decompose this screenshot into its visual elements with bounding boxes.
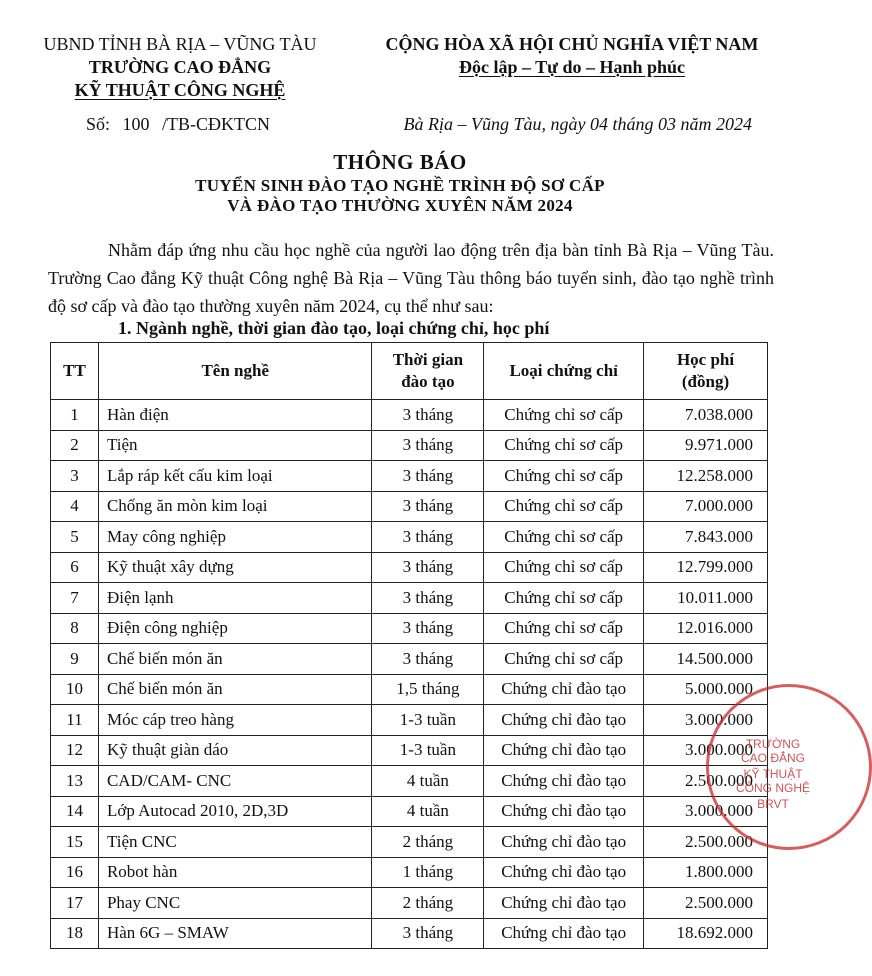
table-header-row bbox=[51, 343, 768, 400]
table-row bbox=[51, 705, 768, 736]
table-row bbox=[51, 491, 768, 522]
cell-fee: 10.011.000 bbox=[644, 583, 768, 614]
cell-fee: 12.258.000 bbox=[644, 461, 768, 492]
cell-name: Điện công nghiệp bbox=[98, 613, 372, 644]
cell-fee: 2.500.000 bbox=[644, 827, 768, 858]
cell-cert: Chứng chỉ sơ cấp bbox=[484, 644, 644, 675]
ref-code: /TB-CĐKTCN bbox=[162, 114, 271, 134]
cell-cert: Chứng chỉ sơ cấp bbox=[484, 461, 644, 492]
cell-duration: 3 tháng bbox=[372, 522, 484, 553]
cell-name: Chống ăn mòn kim loại bbox=[98, 491, 372, 522]
cell-duration: 3 tháng bbox=[372, 491, 484, 522]
cell-fee: 5.000.000 bbox=[644, 674, 768, 705]
cell-fee: 14.500.000 bbox=[644, 644, 768, 675]
table-row bbox=[51, 735, 768, 766]
cell-cert: Chứng chỉ đào tạo bbox=[484, 705, 644, 736]
ref-label: Số: bbox=[86, 114, 111, 134]
stamp-text-3: KỸ THUẬT bbox=[743, 767, 803, 781]
cell-tt: 8 bbox=[51, 613, 99, 644]
table-row bbox=[51, 857, 768, 888]
cell-cert: Chứng chỉ đào tạo bbox=[484, 827, 644, 858]
cell-name: Phay CNC bbox=[98, 888, 372, 919]
cell-name: Lớp Autocad 2010, 2D,3D bbox=[98, 796, 372, 827]
cell-tt: 3 bbox=[51, 461, 99, 492]
table-row bbox=[51, 522, 768, 553]
cell-fee: 7.843.000 bbox=[644, 522, 768, 553]
cell-tt: 12 bbox=[51, 735, 99, 766]
cell-fee: 3.000.000 bbox=[644, 796, 768, 827]
cell-name: Robot hàn bbox=[98, 857, 372, 888]
cell-tt: 2 bbox=[51, 430, 99, 461]
cell-cert: Chứng chỉ sơ cấp bbox=[484, 491, 644, 522]
issuer-header bbox=[30, 33, 330, 102]
cell-cert: Chứng chỉ sơ cấp bbox=[484, 522, 644, 553]
cell-fee: 18.692.000 bbox=[644, 918, 768, 949]
table-row bbox=[51, 583, 768, 614]
cell-name: CAD/CAM- CNC bbox=[98, 766, 372, 797]
header-fee-line2: (đồng) bbox=[681, 372, 730, 391]
cell-name: Chế biến món ăn bbox=[98, 644, 372, 675]
title-sub-2: VÀ ĐÀO TẠO THƯỜNG XUYÊN NĂM 2024 bbox=[227, 196, 573, 215]
header-cert: Loại chứng chỉ bbox=[484, 343, 644, 400]
issuer-province: UBND TỈNH BÀ RỊA – VŨNG TÀU bbox=[43, 34, 317, 54]
header-duration bbox=[372, 343, 484, 400]
cell-cert: Chứng chỉ đào tạo bbox=[484, 735, 644, 766]
cell-tt: 1 bbox=[51, 400, 99, 431]
cell-duration: 3 tháng bbox=[372, 552, 484, 583]
cell-fee: 2.500.000 bbox=[644, 888, 768, 919]
table-row bbox=[51, 552, 768, 583]
cell-fee: 1.800.000 bbox=[644, 857, 768, 888]
header-duration-line2: đào tạo bbox=[401, 372, 455, 391]
cell-name: Tiện CNC bbox=[98, 827, 372, 858]
issuer-school-line2: KỸ THUẬT CÔNG NGHỆ bbox=[74, 80, 286, 100]
courses-table bbox=[50, 342, 768, 949]
cell-name: Hàn 6G – SMAW bbox=[98, 918, 372, 949]
intro-paragraph: Nhằm đáp ứng nhu cầu học nghề của người lao động trên địa bàn tỉnh Bà Rịa – Vũng Tàu. Trường Cao đẳng Kỹ thuật Công nghệ Bà Rịa – Vũng Tàu thông báo tuyển sinh, đào tạo nghề trình độ sơ cấp và đào tạo thường xuyên năm 2024, cụ thể như sau: bbox=[48, 240, 774, 316]
cell-name: May công nghiệp bbox=[98, 522, 372, 553]
table-row bbox=[51, 674, 768, 705]
cell-tt: 9 bbox=[51, 644, 99, 675]
cell-name: Điện lạnh bbox=[98, 583, 372, 614]
table-row bbox=[51, 888, 768, 919]
cell-cert: Chứng chỉ sơ cấp bbox=[484, 613, 644, 644]
cell-duration: 3 tháng bbox=[372, 644, 484, 675]
header-fee-line1: Học phí bbox=[676, 350, 735, 369]
cell-cert: Chứng chỉ đào tạo bbox=[484, 918, 644, 949]
cell-cert: Chứng chỉ sơ cấp bbox=[484, 430, 644, 461]
cell-duration: 2 tháng bbox=[372, 827, 484, 858]
cell-duration: 2 tháng bbox=[372, 888, 484, 919]
title-main: THÔNG BÁO bbox=[333, 150, 467, 174]
cell-tt: 16 bbox=[51, 857, 99, 888]
cell-duration: 3 tháng bbox=[372, 461, 484, 492]
issuer-school-line1: TRƯỜNG CAO ĐẲNG bbox=[88, 57, 272, 77]
table-row bbox=[51, 796, 768, 827]
cell-tt: 11 bbox=[51, 705, 99, 736]
cell-duration: 3 tháng bbox=[372, 613, 484, 644]
cell-fee: 3.000.000 bbox=[644, 705, 768, 736]
table-row bbox=[51, 644, 768, 675]
cell-tt: 5 bbox=[51, 522, 99, 553]
cell-duration: 1-3 tuần bbox=[372, 705, 484, 736]
table-row bbox=[51, 827, 768, 858]
cell-name: Chế biến món ăn bbox=[98, 674, 372, 705]
header-fee bbox=[644, 343, 768, 400]
table-row bbox=[51, 461, 768, 492]
cell-duration: 4 tuần bbox=[372, 796, 484, 827]
cell-name: Lắp ráp kết cấu kim loại bbox=[98, 461, 372, 492]
cell-cert: Chứng chỉ sơ cấp bbox=[484, 583, 644, 614]
table-row bbox=[51, 430, 768, 461]
cell-duration: 3 tháng bbox=[372, 583, 484, 614]
cell-fee: 12.016.000 bbox=[644, 613, 768, 644]
cell-tt: 14 bbox=[51, 796, 99, 827]
cell-tt: 13 bbox=[51, 766, 99, 797]
cell-duration: 1 tháng bbox=[372, 857, 484, 888]
cell-duration: 4 tuần bbox=[372, 766, 484, 797]
table-body bbox=[51, 400, 768, 949]
cell-fee: 7.000.000 bbox=[644, 491, 768, 522]
cell-cert: Chứng chỉ đào tạo bbox=[484, 888, 644, 919]
header-tt: TT bbox=[51, 343, 99, 400]
document-title bbox=[0, 148, 800, 216]
place-date: Bà Rịa – Vũng Tàu, ngày 04 tháng 03 năm 2024 bbox=[403, 114, 752, 134]
cell-fee: 7.038.000 bbox=[644, 400, 768, 431]
cell-tt: 10 bbox=[51, 674, 99, 705]
table-row bbox=[51, 918, 768, 949]
cell-name: Tiện bbox=[98, 430, 372, 461]
cell-cert: Chứng chỉ đào tạo bbox=[484, 766, 644, 797]
stamp-text-2: CAO ĐẲNG bbox=[740, 751, 805, 765]
cell-duration: 3 tháng bbox=[372, 400, 484, 431]
cell-duration: 1,5 tháng bbox=[372, 674, 484, 705]
cell-fee: 9.971.000 bbox=[644, 430, 768, 461]
cell-duration: 3 tháng bbox=[372, 918, 484, 949]
cell-tt: 18 bbox=[51, 918, 99, 949]
national-name: CỘNG HÒA XÃ HỘI CHỦ NGHĨA VIỆT NAM bbox=[385, 34, 759, 54]
stamp-text-5: BRVT bbox=[757, 797, 789, 811]
table-row bbox=[51, 613, 768, 644]
cell-fee: 2.500.000 bbox=[644, 766, 768, 797]
cell-tt: 4 bbox=[51, 491, 99, 522]
cell-cert: Chứng chỉ sơ cấp bbox=[484, 552, 644, 583]
header-name: Tên nghề bbox=[98, 343, 372, 400]
section-1-title: 1. Ngành nghề, thời gian đào tạo, loại chứng chỉ, học phí bbox=[118, 318, 550, 338]
stamp-text-4: CÔNG NGHỆ bbox=[735, 781, 810, 795]
cell-fee: 3.000.000 bbox=[644, 735, 768, 766]
ref-number: 100 bbox=[122, 114, 150, 134]
cell-duration: 3 tháng bbox=[372, 430, 484, 461]
national-header bbox=[362, 33, 782, 79]
national-motto: Độc lập – Tự do – Hạnh phúc bbox=[458, 57, 686, 77]
cell-cert: Chứng chỉ sơ cấp bbox=[484, 400, 644, 431]
cell-name: Hàn điện bbox=[98, 400, 372, 431]
cell-duration: 1-3 tuần bbox=[372, 735, 484, 766]
cell-name: Móc cáp treo hàng bbox=[98, 705, 372, 736]
cell-tt: 7 bbox=[51, 583, 99, 614]
header-duration-line1: Thời gian bbox=[392, 350, 464, 369]
cell-fee: 12.799.000 bbox=[644, 552, 768, 583]
cell-cert: Chứng chỉ đào tạo bbox=[484, 796, 644, 827]
cell-name: Kỹ thuật xây dựng bbox=[98, 552, 372, 583]
cell-name: Kỹ thuật giàn dáo bbox=[98, 735, 372, 766]
cell-tt: 15 bbox=[51, 827, 99, 858]
table-row bbox=[51, 766, 768, 797]
cell-cert: Chứng chỉ đào tạo bbox=[484, 674, 644, 705]
table-row bbox=[51, 400, 768, 431]
cell-tt: 6 bbox=[51, 552, 99, 583]
cell-cert: Chứng chỉ đào tạo bbox=[484, 857, 644, 888]
cell-tt: 17 bbox=[51, 888, 99, 919]
title-sub-1: TUYỂN SINH ĐÀO TẠO NGHỀ TRÌNH ĐỘ SƠ CẤP bbox=[195, 176, 605, 195]
document-reference bbox=[86, 114, 278, 135]
stamp-text-1: TRƯỜNG bbox=[745, 737, 801, 751]
official-stamp bbox=[706, 684, 872, 850]
